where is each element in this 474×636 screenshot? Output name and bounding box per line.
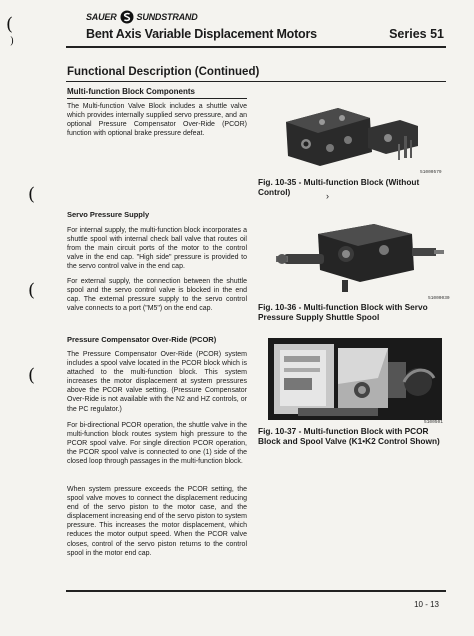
margin-mark: ( <box>28 184 36 205</box>
figure-10-35-caption: Fig. 10-35 - Multi-function Block (Without Control) <box>258 177 420 197</box>
margin-mark: ( <box>6 14 14 35</box>
section-rule <box>66 81 446 82</box>
figure-10-36-code: 51000030 <box>428 296 450 301</box>
brand-name-left: SAUER <box>86 12 117 22</box>
subheading-rule <box>67 98 247 99</box>
figure-10-37-caption: Fig. 10-37 - Multi-function Block with PCOR Block and Spool Valve (K1•K2 Control Shown) <box>258 426 440 446</box>
margin-mark: ) <box>10 36 14 47</box>
paragraph-pcor-1: The Pressure Compensator Over-Ride (PCOR) system includes a spool valve located in the PCOR block which is attached to the multi-function block. This system increases the motor displacement at system pressures above the PCOR valve setting. (Pressure Compensator Over-Ride is not available with the N2 and HZ controls, or the PC regulator.) <box>67 351 247 413</box>
footer-rule <box>66 590 446 592</box>
series-label: Series 51 <box>389 27 444 41</box>
figure-10-36-photo <box>262 218 448 296</box>
margin-mark: ( <box>28 365 36 386</box>
figure-10-35-photo <box>268 100 448 170</box>
page-number: 10 - 13 <box>414 600 439 609</box>
paragraph-servo-external: For external supply, the connection between the shuttle spool and the servo control valve is blocked in the end cap. The external pressure supply to the servo control valve connects to a port ("M5") on the end cap. <box>67 278 247 313</box>
figure-10-36-caption: Fig. 10-36 - Multi-function Block with Servo Pressure Supply Shuttle Spool <box>258 302 428 322</box>
figure-10-37-code: 5100501 <box>424 420 443 425</box>
paragraph-pcor-2: For bi-directional PCOR operation, the shuttle valve in the multi-function block routes system high pressure to the PCOR spool valve. For single direction PCOR operation, the PCOR spool valve is connected to one (1) side of the closed loop through passages in the multi-function block. <box>67 422 247 466</box>
figure-10-37-photo <box>268 338 442 420</box>
document-title: Bent Axis Variable Displacement Motors <box>86 27 317 41</box>
sauer-sundstrand-logo-icon <box>120 10 134 24</box>
brand-name-right: SUNDSTRAND <box>136 12 198 22</box>
heading-pcor: Pressure Compensator Over-Ride (PCOR) <box>67 335 217 344</box>
paragraph-pcor-3: When system pressure exceeds the PCOR setting, the spool valve moves to connect the displacement reducing end of the servo piston to the motor case, and the displacement increasing end of the servo piston to system pressure. This increases the motor displacement, which reduces the motor output speed. When the PCOR valve closes, control of the servo piston returns to the control spool in the motor end cap. <box>67 486 247 557</box>
paragraph-servo-internal: For internal supply, the multi-function block incorporates a shuttle spool with internal check ball valve that routes oil from the main circuit ports of the motor to the control valve in the end cap. "High side" pressure is provided to the servo control valve in the end cap. <box>67 227 247 271</box>
heading-servo-supply: Servo Pressure Supply <box>67 210 150 219</box>
section-title: Functional Description (Continued) <box>67 66 260 78</box>
paragraph-multifunction: The Multi-function Valve Block includes a shuttle valve which provides internally supplied servo pressure, and an optional Pressure Compensator Over-Ride (PCOR) function with optional brake pressure defeat. <box>67 103 247 138</box>
heading-multifunction: Multi-function Block Components <box>67 87 195 96</box>
brand-logo <box>86 10 198 24</box>
header-rule <box>66 46 446 48</box>
arrow-marker-icon: › <box>326 191 329 201</box>
figure-10-35-code: 51000579 <box>420 170 442 175</box>
margin-mark: ( <box>28 280 36 301</box>
